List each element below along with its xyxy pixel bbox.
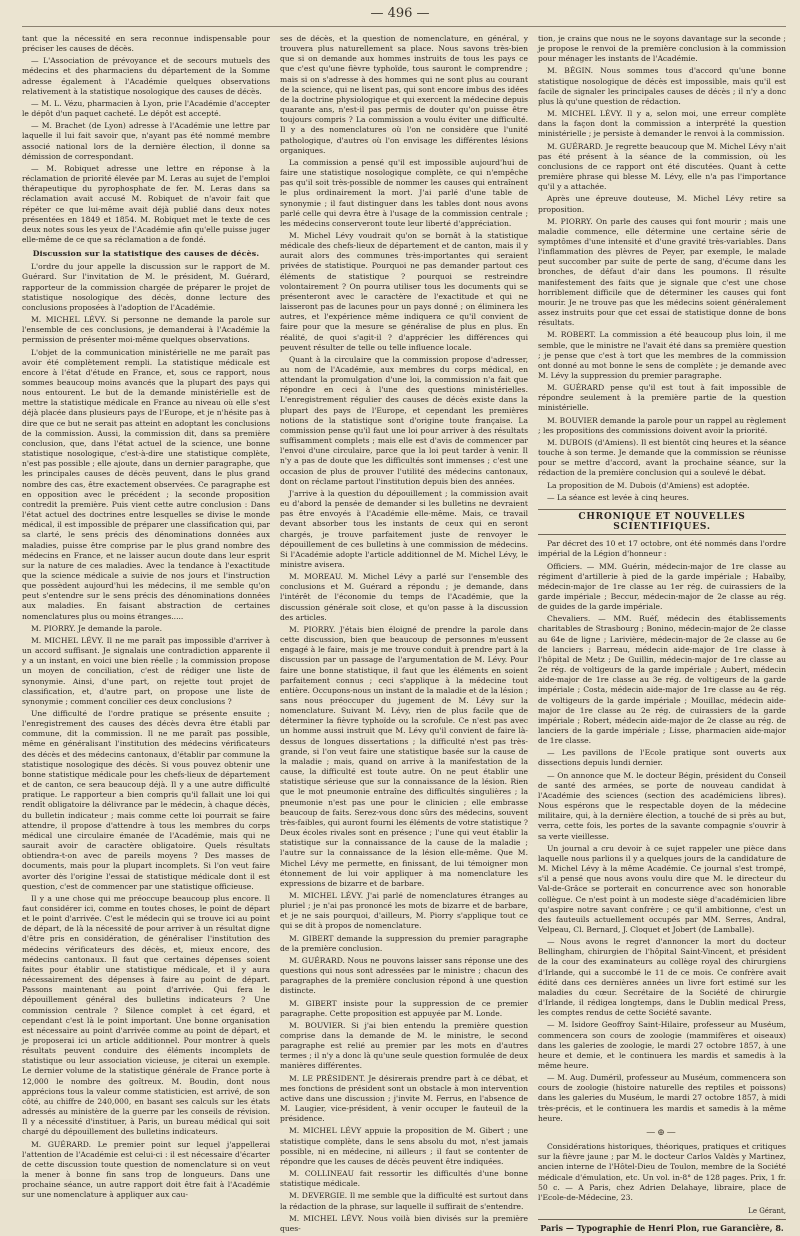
paragraph: — On annonce que M. le docteur Bégin, président du Conseil de santé des armées, se porte de nouveau candidat à l'Académie des sciences (section des académiciens libres). Nous espérons que le respectable doyen de la médecine militaire, qui, à la dernière élection, a touché de si près au but, verra, cette fois, les portes de la savante compagnie s'ouvrir à sa verte vieillesse. [538,770,786,841]
column-3 [538,34,786,1236]
paragraph: — M. Isidore Geoffroy Saint-Hilaire, professeur au Muséum, commencera son cours de zoologie (mammifères et oiseaux) dans les galeries de zoologie, le mardi 27 octobre 1857, à une heure et demie, et le continuera les mardis et samedis à la même heure. [538,1020,786,1070]
paragraph: M. MICHEL LÉVY appuie la proposition de M. Gibert ; une statistique complète, dans le sens absolu du mot, n'est jamais possible, ni en médecine, ni ailleurs ; il faut se contenter de répondre que les causes de décès peuvent être indiquées. [280,1126,528,1166]
paragraph: tant que la nécessité en sera reconnue indispensable pour préciser les causes de décès. [22,34,270,54]
paragraph: M. PIORRY. Je demande la parole. [31,623,162,633]
paragraph: — M. Aug. Duméril, professeur au Muséum, commencera son cours de zoologie (histoire naturelle des reptiles et poissons) dans les galeries du Muséum, le mardi 27 octobre 1857, à midi très-précis, et le continuera les mardis et samedis à la même heure. [538,1073,786,1123]
paragraph: M. MICHEL LÉVY. Il y a, selon moi, une erreur complète dans la façon dont la commission a interprété la question ministérielle ; je persiste à demander le renvoi à la commission. [538,109,786,139]
paragraph: M. BOUVIER demande la parole pour un rappel au règlement ; les propositions des commissions doivent avoir la priorité. [538,415,786,435]
paragraph: tion, je crains que nous ne le soyons davantage sur la seconde ; je propose le renvoi de la première conclusion à la commission pour ménager les instants de l'Académie. [538,34,786,64]
paragraph: M. LE PRÉSIDENT. Je désirerais prendre part à ce débat, et mes fonctions de président sont un obstacle à mon intervention active dans une discussion ; j'invite M. Ferrus, en l'absence de M. Laugier, vice-président, à venir occuper le fauteuil de la présidence. [280,1073,528,1124]
paragraph: La proposition de M. Dubois (d'Amiens) est adoptée. [547,480,750,490]
column-1 [22,34,270,1236]
paragraph: Chevaliers. — MM. Ruéf, médecin des établissements charitables de Strasbourg ; Bonino, médecin-major de 2e classe au 64e de ligne ; Larivière, médecin-major de 2e classe au 6e de lanciers ; Barreau, médecin aide-major de 1re classe à l'hôpital de Metz ; De Guillin, médecin-major de 1re classe au 2e rég. de voltigeurs de la garde impériale ; Aubert, médecin aide-major de 1re classe au 3e rég. de voltigeurs de la garde impériale ; Costa, médecin aide-major de 1re classe au 4e rég. de voltigeurs de la garde impériale ; Mouillac, médecin aide-major de 1re classe au 2e rég. de cuirassiers de la garde impériale ; Robert, médecin aide-major de 2e classe au rég. de lanciers de la garde impériale ; Lisse, pharmacien aide-major de 1re classe. [538,614,786,746]
paragraph: M. BÉGIN. Nous sommes tous d'accord qu'une bonne statistique nosologique de décès est impossible, mais qu'il est facile de signaler les principales causes de décès ; il n'y a donc plus là qu'une question de rédaction. [538,66,786,106]
column-2 [280,34,528,1236]
section-title: Discussion sur la statistique des causes de décès. [32,249,260,259]
top-rule [22,26,786,27]
paragraph: M. PIORRY. On parle des causes qui font mourir ; mais une maladie commence, elle détermine une certaine série de symptômes d'une intensité et d'une gravité très-variables. Dans l'inflammation des plèvres de Peyer, par exemple, le malade peut succomber par suite de perte de sang, d'écume dans les bronches, de défaut d'air dans les poumons. Il résulte manifestement des faits que je signale que c'est une chose horriblement difficile que de déterminer les causes qui font mourir. Je ne trouve pas que les médecins soient généralement assez instruits pour que cet essai de statistique donne de bons résultats. [538,216,786,328]
paragraph: — M. Brachet (de Lyon) adresse à l'Académie une lettre par laquelle il lui fait savoir que, n'ayant pas été nommé membre associé national lors de la dernière élection, il donne sa démission de correspondant. [22,121,270,161]
paragraph: Officiers. — MM. Guérin, médecin-major de 1re classe au régiment d'artillerie à pied de la garde impériale ; Habaïby, médecin-major de 1re classe au 1er rég. de cuirassiers de la garde impériale ; Beccur, médecin-major de 2e classe au rég. de guides de la garde impériale. [538,561,786,612]
paragraph: Quant à la circulaire que la commission propose d'adresser, au nom de l'Académie, aux membres du corps médical, en attendant la promulgation d'une loi, la commission n'a fait que répondre en ceci à l'une des questions ministérielles. L'enregistrement régulier des causes de décès existe dans la plupart des pays de l'Europe, et cependant les premières notions de la statistique sont d'origine toute française. La commission pense qu'il faut une loi pour arriver à des résultats suffisamment complets ; mais elle est d'avis de commencer par l'envoi d'une circulaire, parce que la loi peut tarder à venir. Il n'y a pas de doute que les difficultés sont immenses ; c'est une occasion de plus de prouver l'utilité des médecins cantonaux, dont on réclame partout l'institution depuis bien des années. [280,354,528,486]
paragraph: M. GIBERT insiste pour la suppression de ce premier paragraphe. Cette proposition est appuyée par M. Londe. [280,998,528,1018]
chronique-banner: CHRONIQUE ET NOUVELLES SCIENTIFIQUES. [538,509,786,535]
paragraph: Un journal a cru devoir à ce sujet rappeler une pièce dans laquelle nous parlions il y a quelques jours de la candidature de M. Michel Lévy à la même Académie. Ce journal s'est trompé, s'il a pensé que nous avons voulu dire que M. le directeur du Val-de-Grâce se porterait en concurrence avec son honorable collègue. Ce n'est point à un modeste siège d'académicien libre qu'aspire notre savant confrère ; ce qu'il ambitionne, c'est un des fauteuils actuellement occupés par MM. Serres, Andral, Velpeau, Cl. Bernard, J. Cloquet et Jobert (de Lamballe). [538,843,786,934]
paragraph: M. GUÉRARD. Nous ne pouvons laisser sans réponse une des questions qui nous sont adressées par le ministre ; chacun des paragraphes de la première conclusion répond à une question distincte. [280,955,528,996]
paragraph: M. COLLINEAU fait ressortir les difficultés d'une bonne statistique médicale. [280,1169,528,1189]
paragraph: M. GIBERT demande la suppression du premier paragraphe de la première conclusion. [280,933,528,953]
paragraph: La commission a pensé qu'il est impossible aujourd'hui de faire une statistique nosologique complète, ce qui n'empêche pas qu'il soit très-possible de nommer les causes qui entraînent le plus ordinairement la mort. J'ai parlé d'une table de synonymie ; il faut distinguer dans les tables dont nous avons parlé celle qui devra être à l'usage de la commission centrale ; les médecins conserveront toute leur liberté d'appréciation. [280,157,528,228]
page-number: — 496 — [370,6,430,21]
paragraph: M. DEVERGIE. Il me semble que la difficulté est surtout dans la rédaction de la phrase, sur laquelle il suffirait de s'entendre. [280,1191,528,1211]
paragraph: M. MICHEL LÉVY. J'ai parlé de nomenclatures étranges au pluriel ; je n'ai pas prononcé les mots de bizarre et de barbare, et je ne sais pourquoi, d'ailleurs, M. Piorry s'applique tout ce qui se dit à propos de nomenclature. [280,890,528,931]
paragraph: M. MICHEL LÉVY. Si personne ne demande la parole sur l'ensemble de ces conclusions, je demanderai à l'Académie la permission de présenter moi-même quelques observations. [22,315,270,345]
paragraph: Une difficulté de l'ordre pratique se présente ensuite ; l'enregistrement des causes des décès devra être établi par commune, dit la commission. Il ne me paraît pas possible, même en généralisant l'institution des médecins vérificateurs des décès et des médecins cantonaux, d'établir par commune la statistique nosologique des décès. Si vous pouvez obtenir une bonne statistique médicale pour les chefs-lieux de département et de canton, ce sera beaucoup déjà. Il y a une autre difficulté pratique. Le rapporteur a bien compris qu'il fallait une loi qui rendît obligatoire la délivrance par le médecin, à chaque décès, du bulletin indicateur ; mais comme cette loi pourrait se faire attendre, il propose d'attendre à tous les membres du corps médical une circulaire émanée de l'Académie, mais qui ne saurait avoir de caractère obligatoire. Quels résultats obtiendra-t-on avec de pareils moyens ? Des masses de documents, mais pour la plupart incomplets. Si l'on veut faire avorter dès l'origine l'essai de statistique médicale dont il est question, c'est de commencer par une statistique officieuse. [22,709,270,891]
paragraph: Après une épreuve douteuse, M. Michel Lévy retire sa proposition. [538,194,786,214]
printer-line: Paris — Typographie de Henri Plon, rue Garancière, 8. [538,1219,786,1233]
paragraph: — Nous avons le regret d'annoncer la mort du docteur Bellingham, chirurgien de l'hôpital Saint-Vincent, et président de la cour des examinateurs au collège royal des chirurgiens d'Irlande, qui a succombé le 11 de ce mois. Ce confrère avait édité dans ces dernières années un livre fort estimé sur les maladies du cœur. Secrétaire de la Société de chirurgie d'Irlande, il rédigea longtemps, dans le Dublin medical Press, les comptes rendus de cette Société savante. [538,937,786,1018]
gerant-signature: Le Gérant, [748,1207,786,1216]
paragraph: M. MOREAU. M. Michel Lévy a parlé sur l'ensemble des conclusions et M. Guérard a répondu ; je demande, dans l'intérêt de l'économie du temps de l'Académie, que la discussion générale soit close, et qu'on passe à la discussion des articles. [280,572,528,622]
paragraph: — L'Association de prévoyance et de secours mutuels des médecins et des pharmaciens du département de la Somme adresse également à l'Académie quelques observations relativement à la statistique nosologique des causes de décès. [22,56,270,96]
paragraph: ses de décès, et la question de nomenclature, en général, y trouvera plus naturellement sa place. Nous savons très-bien que si on demande aux hommes instruits de tous les pays ce que c'est qu'une fièvre typhoïde, tous sauront le comprendre ; mais si on s'adresse à des hommes qui ne sont plus au courant de la science, qui ne lisent pas, qui sont encore imbus des idées de la doctrine physiologique et qui exercent la médecine depuis quarante ans, n'est-il pas permis de douter qu'on puisse être toujours compris ? La commission a voulu éviter une difficulté. Il y a des nomenclatures où l'on ne considère que l'unité pathologique, d'autres où l'on envisage les différentes lésions organiques. [280,34,528,155]
ornament-divider: —⊕— [646,1127,678,1138]
paragraph: — La séance est levée à cinq heures. [547,492,689,502]
paragraph: M. MICHEL LÉVY. Il ne me paraît pas impossible d'arriver à un accord suffisant. Je signalais une contradiction apparente il y a un instant, en voici une bien réelle ; la commission propose un moyen de conciliation, c'est de rédiger une liste de synonymie. Ainsi, d'une part, on rejette tout projet de classification, et, d'autre part, on propose une liste de synonymie ; comment concilier ces deux conclusions ? [22,635,270,706]
paragraph: M. PIORRY. J'étais bien éloigné de prendre la parole dans cette discussion, bien que beaucoup de personnes m'eussent engagé à le faire, mais je me trouve conduit à prendre part à la discussion par un passage de l'argumentation de M. Lévy. Pour faire une bonne statistique, il faut que les éléments en soient parfaitement connus ; ceci s'applique à la médecine tout entière. Occupons-nous un instant de la maladie et de la lésion ; sans nous préoccuper du jugement de M. Lévy sur la nomenclature. Suivant M. Lévy, rien de plus facile que de déterminer la fièvre typhoïde ou la scrofule. Ce n'est pas avec un homme aussi instruit que M. Lévy qu'il convient de faire là-dessus de longues dissertations ; la difficulté n'est pas très-grande, si l'on veut faire une statistique basée sur la cause de la maladie ; mais, quand on arrive à la manifestation de la cause, la difficulté est toute autre. On ne peut établir une statistique sérieuse que sur la connaissance de la lésion. Rien que le mot pneumonie entraîne des difficultés singulières ; la pneumonie n'est pas une pour le clinicien ; elle embrasse beaucoup de faits. Serez-vous donc sûrs des médecins, souvent très-faibles, qui auront fourni les éléments de votre statistique ? Deux écoles rivales sont en présence ; l'une qui veut établir la statistique sur la connaissance de la cause de la maladie ; l'autre sur la connaissance de la lésion elle-même. Que M. Michel Lévy me permette, en finissant, de lui témoigner mon étonnement de lui voir appliquer à ma nomenclature les expressions de bizarre et de barbare. [280,624,529,888]
paragraph: L'objet de la communication ministérielle ne me paraît pas avoir été complètement rempli. La statistique médicale est encore à l'état d'étude en France, et, sous ce rapport, nous sommes beaucoup moins avancés que la plupart des pays qui nous entourent. Le but de la demande ministérielle est de mettre la statistique médicale en France au niveau où elle s'est déjà placée dans plusieurs pays de l'Europe, et je n'hésite pas à dire que ce but ne serait pas atteint en adoptant les conclusions de la commission. Aussi, la commission dit, dans sa première conclusion, que, dans l'état actuel de la science, une bonne statistique nosologique, c'est-à-dire une statistique complète, n'est pas possible ; elle ajoute, dans un dernier paragraphe, que les principales causes de décès peuvent, dans le plus grand nombre des cas, être exactement observées. Ce paragraphe est en opposition avec le précédent ; la seconde proposition contredit la première. Puis vient cette autre conclusion : Dans l'état actuel des doctrines entre lesquelles se divise le monde médical, il est impossible de préparer une classification qui, par sa clarté, le sens précis des dénominations données aux maladies, puisse être comprise par le plus grand nombre des médecins en France, et ne laisser aucun doute dans leur esprit sur la nature de ces maladies. Avec la tendance à l'exactitude que la science médicale a suivie de nos jours et l'instruction que possèdent aujourd'hui les médecins, il me semble qu'on peut s'entendre sur le sens précis des dénominations données aux maladies. En faisant abstraction de certaines nomenclatures plus ou moins étranges..... [22,347,270,621]
paragraph: Par décret des 10 et 17 octobre, ont été nommés dans l'ordre impérial de la Légion d'honneur : [538,539,786,559]
paragraph: M. MICHEL LÉVY. Nous voilà bien divisés sur la première ques- [280,1213,528,1233]
paragraph: L'ordre du jour appelle la discussion sur le rapport de M. Guérard. Sur l'invitation de M. le président, M. Guérard, rapporteur de la commission chargée de préparer le projet de statistique nosologique des décès, donne lecture des conclusions proposées à l'adoption de l'Académie. [22,262,270,312]
paragraph: — M. L. Vézu, pharmacien à Lyon, prie l'Académie d'accepter le dépôt d'un paquet cacheté. Le dépôt est accepté. [22,98,270,119]
paragraph: M. Michel Lévy voudrait qu'on se bornât à la statistique médicale des chefs-lieux de département et de canton, mais il y aurait alors des communes très-importantes qui seraient privées de statistique. Pourquoi ne pas demander partout ces éléments de statistique ? pourquoi se restreindre volontairement ? On pourra utiliser tous les documents qui se présenteront avec le caractère de l'exactitude et qui ne laisseront pas de lacunes pour un pays donné ; on éliminera les autres, et l'expérience même indiquera ce qu'il convient de faire pour que la mesure se généralise de plus en plus. En réalité, de quoi s'agit-il ? d'apprécier les différences qui peuvent résulter de telle ou telle influence locale. [280,230,528,352]
paragraph: M. DUBOIS (d'Amiens). Il est bientôt cinq heures et la séance touche à son terme. Je demande que la commission se réunisse pour se mettre d'accord, avant la prochaine séance, sur la rédaction de la première conclusion qui a soulevé le débat. [538,437,786,478]
paragraph: — M. Robiquet adresse une lettre en réponse à la réclamation de priorité élevée par M. Leras au sujet de l'emploi thérapeutique du pyrophosphate de fer. M. Leras dans sa réclamation avait accusé M. Robiquet de n'avoir fait que répéter ce que lui-même avait déjà publié dans deux notes présentées en 1849 et 1854. M. Robiquet met le texte de ces deux notes sous les yeux de l'Académie afin qu'elle puisse juger elle-même de ce que sa réclamation a de fondé. [22,163,270,244]
bookshelf-notice: Considérations historiques, théoriques, pratiques et critiques sur la fièvre jaune ; par M. le docteur Carlos Valdès y Martinez, ancien interne de l'Hôtel-Dieu de Toulon, membre de la Société médicale d'émulation, etc. Un vol. in-8° de 128 pages. Prix, 1 fr. 50 c. — A Paris, chez Adrien Delahaye, libraire, place de l'Ecole-de-Médecine, 23. [538,1142,786,1202]
paragraph: — Les pavillons de l'Ecole pratique sont ouverts aux dissections depuis lundi dernier. [538,748,786,768]
paragraph: M. GUÉRARD pense qu'il est tout à fait impossible de répondre seulement à la première partie de la question ministérielle. [538,383,786,413]
paragraph: M. ROBERT. La commission a été beaucoup plus loin, il me semble, que le ministre ne l'avait été dans sa première question ; je pense que c'est à tort que les membres de la commission ont donné au mot bonne le sens de complète ; je demande avec M. Lévy la suppression du premier paragraphe. [538,330,786,380]
paragraph: M. GUÉRARD. Le premier point sur lequel j'appellerai l'attention de l'Académie est celui-ci : il est nécessaire d'écarter de cette discussion toute question de nomenclature si on veut la mener à bonne fin sans trop de longueurs. Dans une prochaine séance, un autre rapport doit être fait à l'Académie sur une nomenclature à appliquer aux cau- [22,1139,270,1200]
paragraph: J'arrive à la question du dépouillement ; la commission avait eu d'abord la pensée de demander si les bulletins ne devraient pas être envoyés à l'Académie elle-même. Mais, ce travail devant absorber tous les instants de ceux qui en seront chargés, je trouve parfaitement juste de renvoyer le dépouillement de ces bulletins à une commission de médecins. Si l'Académie adopte l'article additionnel de M. Michel Lévy, le ministre avisera. [280,488,528,569]
paragraph: M. GUÉRARD. Je regrette beaucoup que M. Michel Lévy n'ait pas été présent à la séance de la commission, où les conclusions de ce rapport ont été discutées. Quant à cette première phrase qui blesse M. Lévy, elle n'a pas l'importance qu'il y a attachée. [538,141,786,192]
paragraph: Il y a une chose qui me préoccupe beaucoup plus encore. Il faut considérer ici, comme en toutes choses, le point de départ et le point d'arrivée. C'est le médecin qui se trouve ici au point de départ, de là la nécessité de pour arriver à un résultat digne d'être pris en considération, de généraliser l'institution des médecins vérificateurs des décès, et, mieux encore, des médecins cantonaux. Il faut que certaines dépenses soient faites pour établir une statistique médicale, et il y aura nécessairement des dépenses à faire au point de départ. Passons maintenant au point d'arrivée. Qui fera le dépouillement général des bulletins indicateurs ? Une commission centrale ? Silence complet à cet égard, et cependant c'est là le point important. Une bonne organisation est nécessaire au point d'arrivée comme au point de départ, et je proposerai ici un article additionnel. Pour montrer à quels résultats peuvent conduire des éléments incomplets de statistique ou leur association vicieuse, je citerai un exemple. Le dernier volume de la statistique générale de France porte à 12,000 le nombre des goîtreux. M. Boudin, dont nous apprécions tous la valeur comme statisticien, est arrivé, de son côté, au chiffre de 240,000, en basant ses calculs sur les états adressés au ministère de la guerre par les conseils de révision. Il y a nécessité d'instituer, à Paris, un bureau médical qui soit chargé du dépouillement des bulletins indicateurs. [22,893,270,1137]
paragraph: M. BOUVIER. Si j'ai bien entendu la première question comprise dans la demande de M. le ministre, le second paragraphe est relié au premier par les mots en d'autres termes ; il n'y a donc là qu'une seule question formulée de deux manières différentes. [280,1020,528,1071]
text-columns [22,34,786,1234]
